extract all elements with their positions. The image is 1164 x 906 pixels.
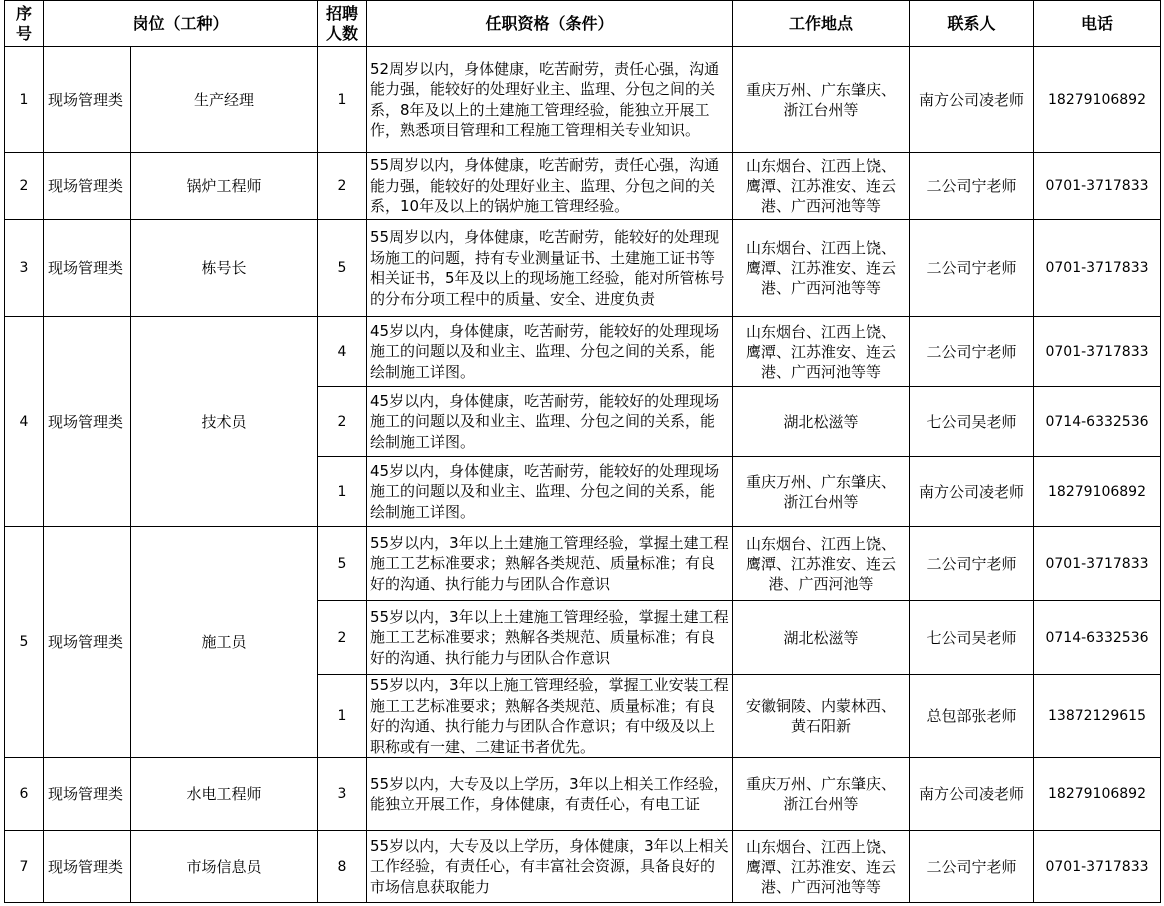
table-row — [5, 527, 1161, 601]
table-row — [5, 153, 1161, 220]
table-row — [5, 317, 1161, 387]
requirements-cell: 45岁以内，身体健康，吃苦耐劳，能较好的处理现场施工的问题以及和业主、监理、分包之间的关系，能绘制施工详图。 — [367, 387, 733, 457]
phone-cell: 18279106892 — [1034, 47, 1161, 153]
title-cell: 市场信息员 — [131, 831, 318, 903]
table-row — [5, 758, 1161, 831]
category-cell: 现场管理类 — [44, 831, 131, 903]
phone-cell: 18279106892 — [1034, 758, 1161, 831]
location-cell: 安徽铜陵、内蒙林西、黄石阳新 — [733, 675, 910, 758]
phone-cell: 0701-3717833 — [1034, 220, 1161, 317]
title-cell: 锅炉工程师 — [131, 153, 318, 220]
location-cell: 重庆万州、广东肇庆、浙江台州等 — [733, 457, 910, 527]
location-cell: 山东烟台、江西上饶、鹰潭、江苏淮安、连云港、广西河池等等 — [733, 317, 910, 387]
category-cell: 现场管理类 — [44, 153, 131, 220]
seq-cell: 4 — [5, 317, 44, 527]
title-cell: 水电工程师 — [131, 758, 318, 831]
location-cell: 湖北松滋等 — [733, 601, 910, 675]
category-cell: 现场管理类 — [44, 758, 131, 831]
seq-cell: 6 — [5, 758, 44, 831]
contact-cell: 二公司宁老师 — [910, 527, 1034, 601]
phone-cell: 0701-3717833 — [1034, 831, 1161, 903]
contact-cell: 南方公司凌老师 — [910, 758, 1034, 831]
recruitment-table — [4, 0, 1161, 903]
phone-cell: 0714-6332536 — [1034, 387, 1161, 457]
header-row — [5, 1, 1161, 47]
requirements-cell: 55周岁以内，身体健康，吃苦耐劳，能较好的处理现场施工的问题，持有专业测量证书、土建施工证书等相关证书，5年及以上的现场施工经验，能对所管栋号的分布分项工程中的质量、安全、进度负责 — [367, 220, 733, 317]
seq-cell: 5 — [5, 527, 44, 758]
count-cell: 8 — [318, 831, 367, 903]
contact-cell: 总包部张老师 — [910, 675, 1034, 758]
count-cell: 5 — [318, 220, 367, 317]
location-cell: 山东烟台、江西上饶、鹰潭、江苏淮安、连云港、广西河池等等 — [733, 153, 910, 220]
seq-cell: 2 — [5, 153, 44, 220]
location-cell: 重庆万州、广东肇庆、浙江台州等 — [733, 47, 910, 153]
category-cell: 现场管理类 — [44, 220, 131, 317]
header-requirements: 任职资格（条件） — [367, 1, 733, 47]
location-cell: 山东烟台、江西上饶、鹰潭、江苏淮安、连云港、广西河池等等 — [733, 831, 910, 903]
count-cell: 3 — [318, 758, 367, 831]
requirements-cell: 45岁以内，身体健康，吃苦耐劳，能较好的处理现场施工的问题以及和业主、监理、分包之间的关系，能绘制施工详图。 — [367, 317, 733, 387]
category-cell: 现场管理类 — [44, 317, 131, 527]
title-cell: 生产经理 — [131, 47, 318, 153]
category-cell: 现场管理类 — [44, 47, 131, 153]
requirements-cell: 55岁以内，3年以上土建施工管理经验，掌握土建工程施工工艺标准要求；熟解各类规范、质量标准；有良好的沟通、执行能力与团队合作意识 — [367, 527, 733, 601]
location-cell: 山东烟台、江西上饶、鹰潭、江苏淮安、连云港、广西河池等 — [733, 527, 910, 601]
phone-cell: 0701-3717833 — [1034, 153, 1161, 220]
header-contact: 联系人 — [910, 1, 1034, 47]
count-cell: 1 — [318, 675, 367, 758]
seq-cell: 7 — [5, 831, 44, 903]
contact-cell: 二公司宁老师 — [910, 220, 1034, 317]
requirements-cell: 55岁以内，3年以上施工管理经验，掌握工业安装工程施工工艺标准要求；熟解各类规范、质量标准；有良好的沟通、执行能力与团队合作意识；有中级及以上职称或有一建、二建证书者优先。 — [367, 675, 733, 758]
phone-cell: 13872129615 — [1034, 675, 1161, 758]
contact-cell: 二公司宁老师 — [910, 153, 1034, 220]
count-cell: 5 — [318, 527, 367, 601]
location-cell: 山东烟台、江西上饶、鹰潭、江苏淮安、连云港、广西河池等等 — [733, 220, 910, 317]
header-location: 工作地点 — [733, 1, 910, 47]
table-row — [5, 220, 1161, 317]
table-row — [5, 47, 1161, 153]
requirements-cell: 52周岁以内，身体健康，吃苦耐劳，责任心强，沟通能力强，能较好的处理好业主、监理、分包之间的关系，8年及以上的土建施工管理经验，能独立开展工作，熟悉项目管理和工程施工管理相关专业知识。 — [367, 47, 733, 153]
count-cell: 2 — [318, 387, 367, 457]
header-phone: 电话 — [1034, 1, 1161, 47]
contact-cell: 二公司宁老师 — [910, 831, 1034, 903]
header-seq: 序号 — [5, 1, 44, 47]
phone-cell: 18279106892 — [1034, 457, 1161, 527]
header-position: 岗位（工种） — [44, 1, 318, 47]
location-cell: 重庆万州、广东肇庆、浙江台州等 — [733, 758, 910, 831]
count-cell: 2 — [318, 601, 367, 675]
phone-cell: 0714-6332536 — [1034, 601, 1161, 675]
phone-cell: 0701-3717833 — [1034, 317, 1161, 387]
contact-cell: 南方公司凌老师 — [910, 47, 1034, 153]
requirements-cell: 45岁以内，身体健康，吃苦耐劳，能较好的处理现场施工的问题以及和业主、监理、分包之间的关系，能绘制施工详图。 — [367, 457, 733, 527]
count-cell: 4 — [318, 317, 367, 387]
count-cell: 1 — [318, 47, 367, 153]
contact-cell: 七公司吴老师 — [910, 601, 1034, 675]
requirements-cell: 55岁以内，3年以上土建施工管理经验，掌握土建工程施工工艺标准要求；熟解各类规范、质量标准；有良好的沟通、执行能力与团队合作意识 — [367, 601, 733, 675]
phone-cell: 0701-3717833 — [1034, 527, 1161, 601]
table-row — [5, 831, 1161, 903]
contact-cell: 二公司宁老师 — [910, 317, 1034, 387]
contact-cell: 七公司吴老师 — [910, 387, 1034, 457]
requirements-cell: 55岁以内，大专及以上学历，身体健康，3年以上相关工作经验，有责任心，有丰富社会资源，具备良好的市场信息获取能力 — [367, 831, 733, 903]
count-cell: 1 — [318, 457, 367, 527]
title-cell: 技术员 — [131, 317, 318, 527]
seq-cell: 1 — [5, 47, 44, 153]
category-cell: 现场管理类 — [44, 527, 131, 758]
title-cell: 栋号长 — [131, 220, 318, 317]
count-cell: 2 — [318, 153, 367, 220]
location-cell: 湖北松滋等 — [733, 387, 910, 457]
title-cell: 施工员 — [131, 527, 318, 758]
requirements-cell: 55岁以内，大专及以上学历，3年以上相关工作经验，能独立开展工作，身体健康，有责任心，有电工证 — [367, 758, 733, 831]
seq-cell: 3 — [5, 220, 44, 317]
header-count: 招聘人数 — [318, 1, 367, 47]
requirements-cell: 55周岁以内，身体健康，吃苦耐劳，责任心强，沟通能力强，能较好的处理好业主、监理、分包之间的关系，10年及以上的锅炉施工管理经验。 — [367, 153, 733, 220]
contact-cell: 南方公司凌老师 — [910, 457, 1034, 527]
